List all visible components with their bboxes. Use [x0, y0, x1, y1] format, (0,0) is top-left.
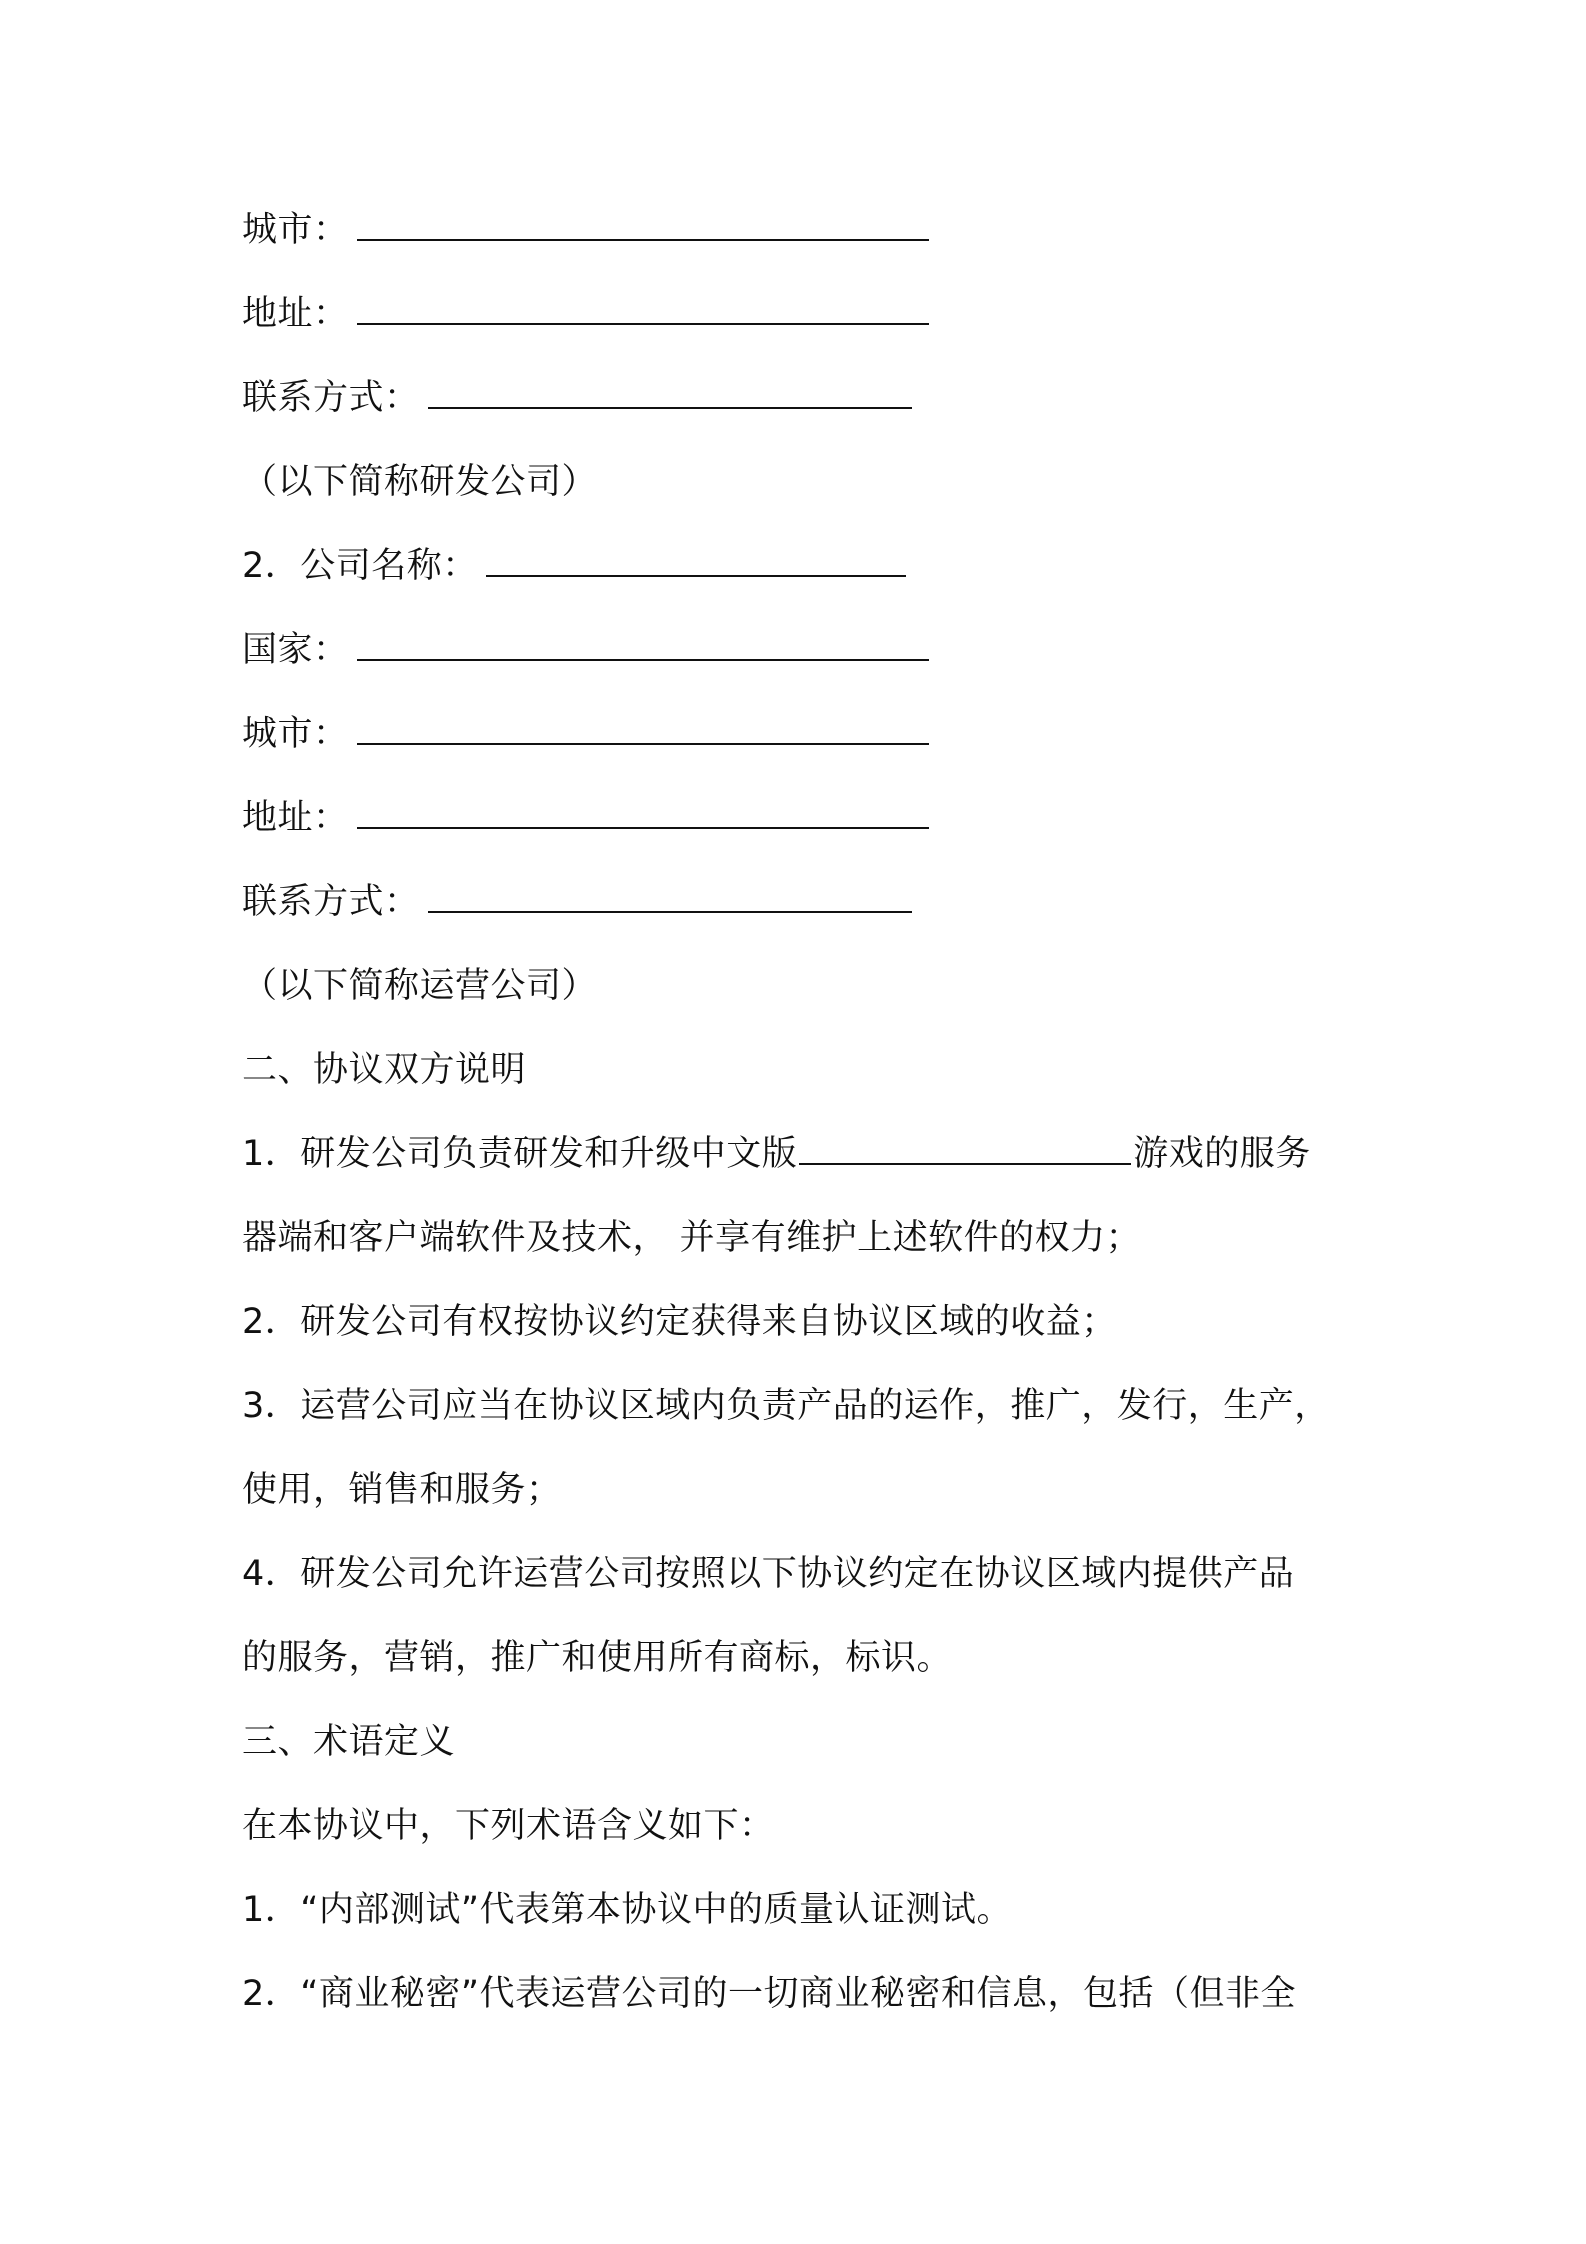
- company-name-label-2: 2．公司名称：: [242, 546, 478, 586]
- clause-2-1-line-1: [242, 1130, 1311, 1178]
- section-2-heading: 二、协议双方说明: [242, 1050, 527, 1090]
- company-name-blank-2[interactable]: [486, 545, 906, 577]
- rd-company-alias: （以下简称研发公司）: [242, 462, 598, 502]
- city-label-2: 城市：: [242, 714, 349, 754]
- clause-2-3-line-2: 使用，销售和服务；: [242, 1470, 562, 1510]
- city-field-1: [242, 206, 929, 254]
- address-label-2: 地址：: [242, 798, 349, 838]
- clause-2-4-line-1: 4．研发公司允许运营公司按照以下协议约定在协议区域内提供产品: [242, 1554, 1295, 1594]
- address-blank-1[interactable]: [357, 293, 929, 325]
- section-3-heading: 三、术语定义: [242, 1722, 456, 1762]
- term-definition-2-line-1: 2．“商业秘密”代表运营公司的一切商业秘密和信息，包括（但非全: [242, 1974, 1297, 2014]
- country-blank-2[interactable]: [357, 629, 929, 661]
- clause-2-1-text-b: 游戏的服务: [1133, 1134, 1311, 1174]
- clause-2-3-line-1: 3．运营公司应当在协议区域内负责产品的运作，推广，发行，生产，: [242, 1386, 1330, 1426]
- clause-2-4-line-2: 的服务，营销，推广和使用所有商标，标识。: [242, 1638, 953, 1678]
- address-field-2: [242, 794, 929, 842]
- contact-label-2: 联系方式：: [242, 882, 420, 922]
- address-blank-2[interactable]: [357, 797, 929, 829]
- contact-label-1: 联系方式：: [242, 378, 420, 418]
- city-blank-2[interactable]: [357, 713, 929, 745]
- section-3-intro: 在本协议中，下列术语含义如下：: [242, 1806, 775, 1846]
- contact-field-1: [242, 374, 912, 422]
- ops-company-alias: （以下简称运营公司）: [242, 966, 598, 1006]
- country-label-2: 国家：: [242, 630, 349, 670]
- game-name-blank[interactable]: [799, 1133, 1131, 1165]
- country-field-2: [242, 626, 929, 674]
- contact-blank-2[interactable]: [428, 881, 912, 913]
- clause-2-2: 2．研发公司有权按协议约定获得来自协议区域的收益；: [242, 1302, 1117, 1342]
- contact-blank-1[interactable]: [428, 377, 912, 409]
- address-label-1: 地址：: [242, 294, 349, 334]
- city-field-2: [242, 710, 929, 758]
- clause-2-1-line-2: 器端和客户端软件及技术， 并享有维护上述软件的权力；: [242, 1218, 1142, 1258]
- clause-2-1-text-a: 1．研发公司负责研发和升级中文版: [242, 1134, 798, 1174]
- city-blank-1[interactable]: [357, 209, 929, 241]
- company-name-field-2: [242, 542, 906, 590]
- term-definition-1: 1．“内部测试”代表第本协议中的质量认证测试。: [242, 1890, 1013, 1930]
- address-field-1: [242, 290, 929, 338]
- contact-field-2: [242, 878, 912, 926]
- city-label-1: 城市：: [242, 210, 349, 250]
